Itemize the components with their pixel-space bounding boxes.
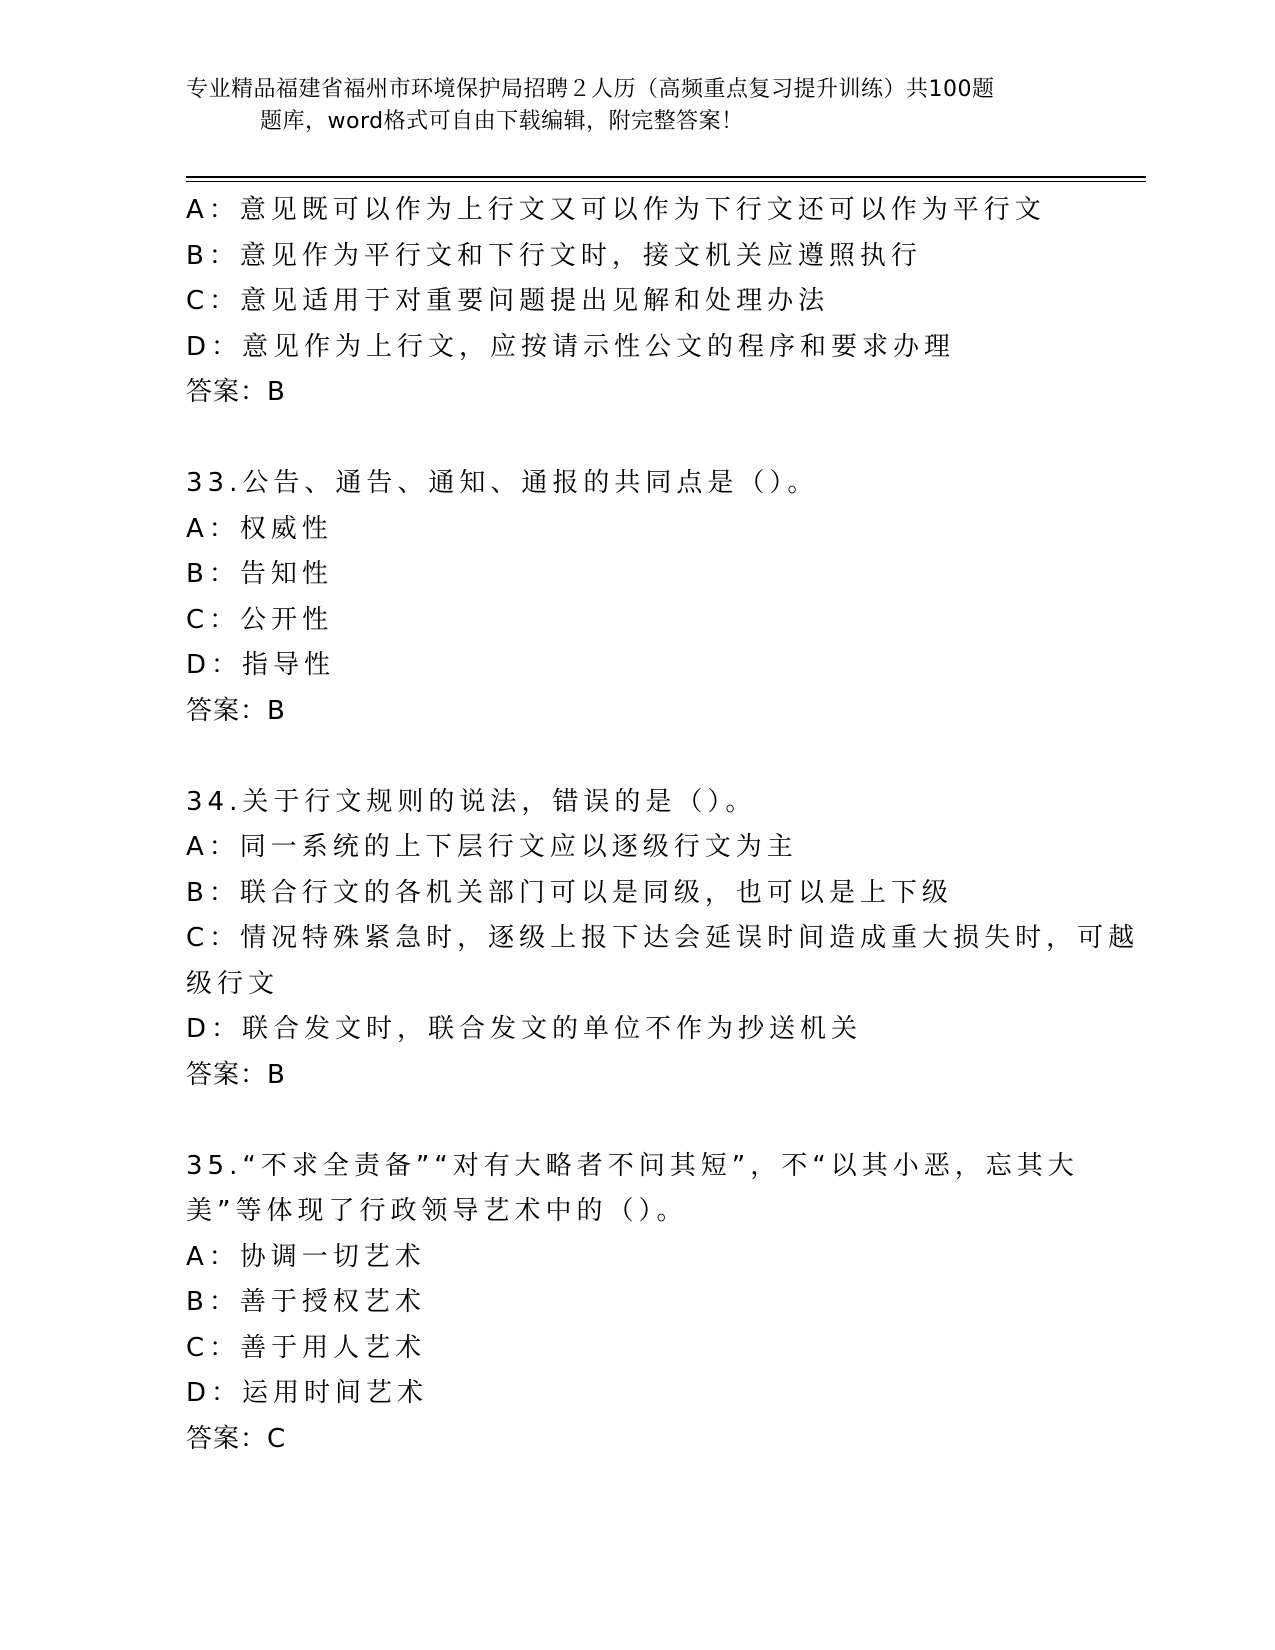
q34-option-a: A：同一系统的上下层行文应以逐级行文为主 (186, 832, 798, 862)
question-33-block (186, 461, 1086, 734)
q33-answer: 答案：B (186, 695, 286, 726)
q32-answer: 答案：B (186, 377, 286, 407)
question-32-block (186, 188, 1086, 416)
q33-option-c: C：公开性 (186, 604, 334, 635)
q34-answer: 答案：B (186, 1059, 286, 1090)
spacer (186, 1098, 1086, 1144)
q35-answer: 答案：C (186, 1423, 287, 1454)
spacer (186, 734, 1086, 780)
q35-question-line-1: 35.“不求全责备”“对有大略者不问其短”，不“以其小恶，忘其大 (186, 1150, 1079, 1181)
q32-option-b: B：意见作为平行文和下行文时，接文机关应遵照执行 (186, 240, 922, 271)
q32-option-c: C：意见适用于对重要问题提出见解和处理办法 (186, 286, 830, 316)
q33-option-b: B：告知性 (186, 559, 333, 589)
q35-option-a: A：协调一切艺术 (186, 1241, 426, 1272)
q33-option-a: A：权威性 (186, 513, 333, 544)
q33-option-d: D：指导性 (186, 650, 336, 680)
header-title-line-1: 专业精品福建省福州市环境保护局招聘２人历（高频重点复习提升训练）共100题 (186, 77, 995, 102)
header-title-line-2: 题库，word格式可自由下载编辑，附完整答案！ (260, 109, 744, 134)
q34-option-c-line-2: 级行文 (186, 968, 280, 999)
q34-option-c-line-1: C：情况特殊紧急时，逐级上报下达会延误时间造成重大损失时，可越 (186, 923, 1140, 953)
q33-question: 33.公告、通告、通知、通报的共同点是（）。 (186, 468, 819, 498)
q35-question-line-2: 美”等体现了行政领导艺术中的（）。 (186, 1196, 688, 1226)
question-35-block (186, 1144, 1086, 1463)
spacer (186, 416, 1086, 462)
question-34-block (186, 780, 1140, 1099)
q34-option-d: D：联合发文时，联合发文的单位不作为抄送机关 (186, 1014, 863, 1044)
q34-question: 34.关于行文规则的说法，错误的是（）。 (186, 786, 757, 817)
question-list (186, 188, 1140, 1462)
q35-option-c: C：善于用人艺术 (186, 1332, 427, 1363)
header-divider-thick (186, 176, 1146, 178)
q34-option-b: B：联合行文的各机关部门可以是同级，也可以是上下级 (186, 877, 953, 908)
document-header (186, 74, 1086, 138)
q32-option-d: D：意见作为上行文，应按请示性公文的程序和要求办理 (186, 331, 956, 362)
header-divider-thin (186, 181, 1146, 182)
q35-option-d: D：运用时间艺术 (186, 1378, 429, 1408)
q35-option-b: B：善于授权艺术 (186, 1287, 426, 1317)
q32-option-a: A：意见既可以作为上行文又可以作为下行文还可以作为平行文 (186, 195, 1046, 225)
